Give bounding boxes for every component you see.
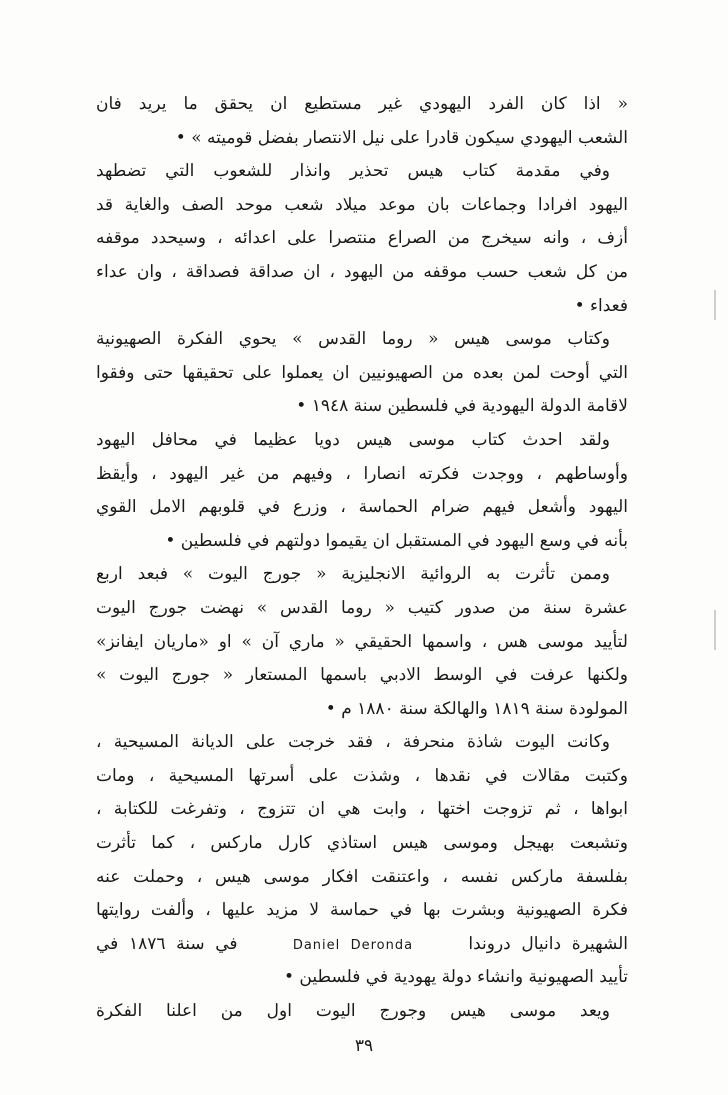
text-line: وفي مقدمة كتاب هيس تحذير وانذار للشعوب التي تضطهد bbox=[96, 161, 610, 182]
text-segment: في سنة ١٨٧٦ في bbox=[96, 933, 238, 954]
text-line: « اذا كان الفرد اليهودي غير مستطيع ان يحقق ما يريد فان bbox=[96, 94, 628, 114]
text-line bbox=[96, 928, 628, 962]
text-line: بفلسفة ماركس نفسه ، واعتنقت افكار موسى هيس ، وحملت عنه bbox=[96, 866, 628, 887]
text-line: ويعد موسى هيس وجورج اليوت اول من اعلنا الفكرة bbox=[96, 1001, 610, 1022]
text-line: ابواها ، ثم تزوجت اختها ، وابت هي ان تتزوج ، وتفرغت للكتابة ، bbox=[96, 799, 628, 820]
text-line: وأوساطهم ، ووجدت فكرته انصارا ، وفيهم من غير اليهود ، وأيقظ bbox=[96, 463, 628, 484]
text-line: الشعب اليهودي سيكون قادرا على نيل الانتصار بفضل قوميته » • bbox=[175, 127, 628, 148]
text-line: فكرة الصهيونية وبشرت بها في حماسة لا مزيد عليها ، وألفت روايتها bbox=[96, 900, 628, 921]
text-line: تأييد الصهيونية وانشاء دولة يهودية في فلسطين • bbox=[284, 967, 628, 988]
text-line: عشرة سنة من صدور كتيب « روما القدس » نهضت جورج اليوت bbox=[96, 597, 628, 618]
text-line: وكتاب موسى هيس « روما القدس » يحوي الفكرة الصهيونية bbox=[96, 329, 610, 350]
text-line: وممن تأثرت به الروائية الانجليزية « جورج اليوت » فبعد اربع bbox=[96, 564, 610, 585]
text-line: اليهود افرادا وجماعات بان موعد ميلاد شعب موحد الصف والغاية قد bbox=[96, 194, 628, 215]
text-line: من كل شعب حسب موقفه من اليهود ، ان صداقة فصداقة ، وان عداء bbox=[96, 261, 628, 282]
text-line: وكانت اليوت شاذة منحرفة ، فقد خرجت على الديانة المسيحية ، bbox=[96, 732, 610, 753]
text-line: فعداء • bbox=[574, 295, 628, 316]
text-line: لاقامة الدولة اليهودية في فلسطين سنة ١٩٤٨ • bbox=[296, 396, 628, 417]
text-line: لتأييد موسى هس ، واسمها الحقيقي « ماري آن » او «ماريان ايفانز» bbox=[96, 631, 628, 652]
text-line: ولكنها عرفت في الوسط الادبي باسمها المستعار « جورج اليوت » bbox=[96, 665, 628, 686]
latin-title: Daniel Deronda bbox=[292, 937, 414, 953]
body-text bbox=[96, 88, 628, 1029]
text-line: وتشبعت بهيجل وموسى هيس استاذي كارل ماركس ، كما تأثرت bbox=[96, 833, 628, 854]
text-line: التي أوحت لمن بعده من الصهيونيين ان يعملوا على تحقيقها حتى وفقوا bbox=[96, 362, 628, 383]
page-edge-mark bbox=[714, 290, 716, 320]
text-segment: الشهيرة دانيال دروندا bbox=[468, 933, 629, 954]
text-line: وكتبت مقالات في نقدها ، وشذت على أسرتها المسيحية ، ومات bbox=[96, 765, 628, 786]
text-line: المولودة سنة ١٨١٩ والهالكة سنة ١٨٨٠ م • bbox=[325, 698, 628, 719]
page-edge-mark bbox=[714, 610, 716, 650]
text-line: أزف ، وانه سيخرج من الصراع منتصرا على اعدائه ، وسيحدد موقفه bbox=[96, 228, 628, 249]
page-number: ٣٩ bbox=[354, 1036, 374, 1056]
text-line: ولقد احدث كتاب موسى هيس دويا عظيما في محافل اليهود bbox=[96, 429, 610, 450]
text-line: اليهود وأشعل فيهم ضرام الحماسة ، وزرع في قلوبهم الامل القوي bbox=[96, 497, 628, 518]
text-line: بأنه في وسع اليهود في المستقبل ان يقيموا دولتهم في فلسطين • bbox=[165, 530, 628, 551]
